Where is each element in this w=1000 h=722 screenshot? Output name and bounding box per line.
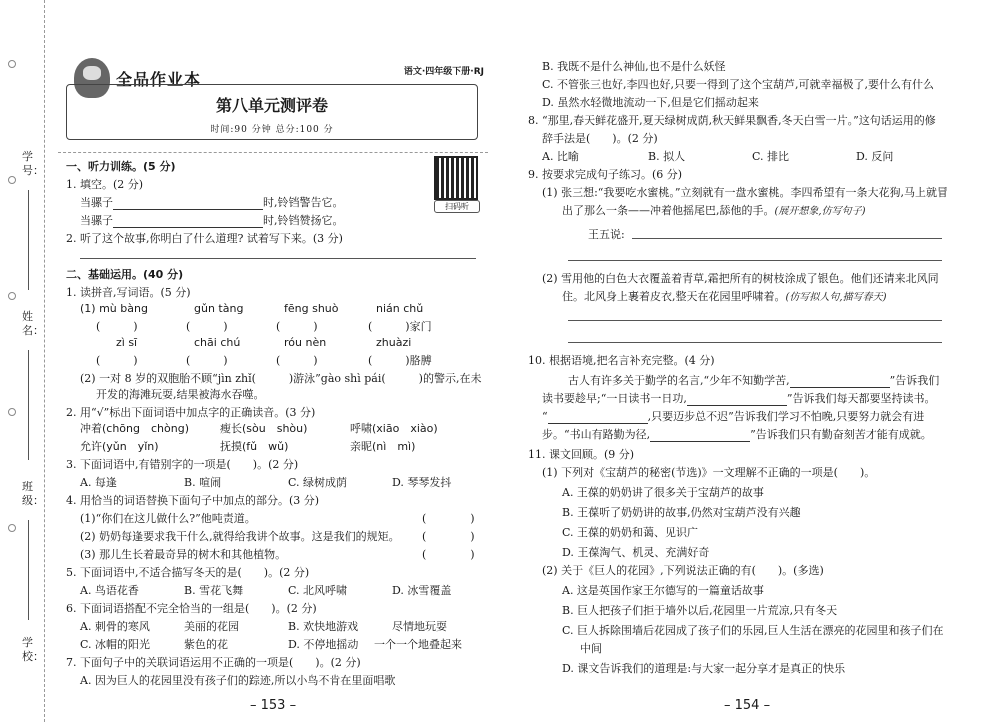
word-box[interactable]: ( ) xyxy=(276,320,318,333)
answer-line[interactable] xyxy=(568,260,942,261)
question-8: 6. 下面词语搭配不完全恰当的一组是( )。(2 分) xyxy=(66,602,317,615)
word-box[interactable]: ( ) xyxy=(276,354,318,367)
reading-option[interactable]: 呼啸(xiāo xiào) xyxy=(350,422,438,435)
name-line[interactable] xyxy=(28,350,29,460)
q10-line3 xyxy=(542,408,924,424)
word-box[interactable]: ( ) xyxy=(96,354,138,367)
q9-part2-text: 住。北风身上裹着皮衣,整天在花园里呼啸着。 xyxy=(562,290,786,303)
pinyin-1c: fēng shuò xyxy=(284,302,339,315)
word-box[interactable]: ( ) xyxy=(96,320,138,333)
pinyin-2d: zhuàzi xyxy=(376,336,412,349)
q6-sentence-2: (2) 奶奶每逢要求我干什么,就得给我讲个故事。这是我们的规矩。 xyxy=(80,530,400,543)
q9-part2-line1: (2) 雪用他的白色大衣覆盖着青草,霜把所有的树枝涂成了银色。他们还请来北风同 xyxy=(542,272,939,285)
choice-b-pair: 尽情地玩耍 xyxy=(392,620,447,633)
q10-text: ,只要迈步总不迟”告诉我们学习不怕晚,只要努力就会有进 xyxy=(647,410,925,423)
choice-d[interactable]: D. 虽然水轻微地流动一下,但是它们摇动起来 xyxy=(542,96,759,109)
hole-icon xyxy=(8,292,16,300)
question-8-line1: 8. “那里,春天鲜花盛开,夏天绿树成荫,秋天鲜果飘香,冬天白雪一片。”这句话运用的修 xyxy=(528,114,936,127)
q1-line-b xyxy=(80,212,344,228)
pinyin-2a: zì sī xyxy=(116,336,138,349)
page-number: – 154 – xyxy=(724,698,771,713)
qr-code-icon[interactable] xyxy=(434,156,478,200)
choice-a[interactable]: A. 因为巨人的花园里没有孩子们的踪迹,所以小鸟不肯在里面唱歌 xyxy=(80,674,396,687)
question-9: 7. 下面句子中的关联词语运用不正确的一项是( )。(2 分) xyxy=(66,656,361,669)
q9-prompt: 王五说: xyxy=(588,228,625,241)
q1a-text-end: 时,铃铛警告它。 xyxy=(263,196,344,209)
q10-text: 古人有许多关于勤学的名言,“少年不知勤学苦, xyxy=(568,374,790,387)
q10-line1 xyxy=(568,372,939,388)
choice-d[interactable]: D. 琴琴发抖 xyxy=(392,476,452,489)
q3-part2: (2) 一对 8 岁的双胞胎不顾“jìn zhǐ( )游泳”gào shì pái( )的警示,在未 xyxy=(80,372,482,385)
page-title: 第八单元测评卷 xyxy=(215,96,328,115)
qr-label: 扫码听 xyxy=(434,200,480,213)
choice-b[interactable]: B. 巨人把孩子们拒于墙外以后,花园里一片荒凉,只有冬天 xyxy=(562,604,838,617)
book-meta: 语文·四年级下册·RJ xyxy=(403,67,484,77)
answer-blank[interactable] xyxy=(113,214,263,228)
choice-b[interactable]: B. 雪花飞舞 xyxy=(184,584,244,597)
choice-a[interactable]: A. 每逢 xyxy=(80,476,117,489)
hole-icon xyxy=(8,408,16,416)
brand-name: 全品作业本 xyxy=(116,69,202,89)
choice-a[interactable]: A. 鸟语花香 xyxy=(80,584,139,597)
binding-holes xyxy=(8,60,16,640)
page-154 xyxy=(528,0,978,722)
q11-part1: (1) 下列对《宝葫芦的秘密(节选)》一文理解不正确的一项是( )。 xyxy=(542,466,876,479)
choice-d[interactable]: D. 反问 xyxy=(856,150,894,163)
q9-part2-line2 xyxy=(562,288,886,304)
choice-c[interactable]: C. 绿树成荫 xyxy=(288,476,348,489)
section-2-title: 二、基础运用。(40 分) xyxy=(66,268,184,281)
q1a-text: 当骡子 xyxy=(80,196,113,209)
answer-line[interactable] xyxy=(80,258,476,259)
choice-a[interactable]: A. 这是英国作家王尔德写的一篇童话故事 xyxy=(562,584,764,597)
choice-c[interactable]: C. 王葆的奶奶和蔼、见识广 xyxy=(562,526,699,539)
choice-b[interactable]: B. 拟人 xyxy=(648,150,686,163)
choice-d[interactable]: D. 王葆淘气、机灵、充满好奇 xyxy=(562,546,710,559)
q1-line-a xyxy=(80,194,344,210)
choice-d[interactable]: D. 冰雪覆盖 xyxy=(392,584,452,597)
student-id-line[interactable] xyxy=(28,190,29,290)
pinyin-1b: gǔn tàng xyxy=(194,302,244,315)
q9-part1-text: 出了那么一条——冲着他摇尾巴,舔他的手。 xyxy=(562,204,775,217)
question-9: 9. 按要求完成句子练习。(6 分) xyxy=(528,168,683,181)
reading-option[interactable]: 冲着(chōng chòng) xyxy=(80,422,189,435)
question-4: 2. 用“√”标出下面词语中加点字的正确读音。(3 分) xyxy=(66,406,316,419)
answer-blank[interactable] xyxy=(113,196,263,210)
pinyin-1a: (1) mù bàng xyxy=(80,302,148,315)
question-2: 2. 听了这个故事,你明白了什么道理? 试着写下来。(3 分) xyxy=(66,232,343,245)
question-10: 10. 根据语境,把名言补充完整。(4 分) xyxy=(528,354,715,367)
q10-text: 步。“书山有路勤为径, xyxy=(542,428,651,441)
q10-text: ”告诉我们每天都要坚持读书。 xyxy=(786,392,936,405)
q10-text: ”告诉我们只有勤奋刻苦才能有成就。 xyxy=(750,428,932,441)
answer-blank[interactable] xyxy=(650,428,750,442)
answer-box[interactable]: ( ) xyxy=(422,530,475,543)
answer-line[interactable] xyxy=(568,320,942,321)
hole-icon xyxy=(8,524,16,532)
choice-c[interactable]: C. 北风呼啸 xyxy=(288,584,348,597)
q9-part2-hint: (仿写拟人句,描写春天) xyxy=(785,292,887,303)
q10-text: “ xyxy=(542,410,548,423)
choice-a[interactable]: A. 比喻 xyxy=(542,150,579,163)
answer-blank[interactable] xyxy=(790,374,890,388)
q10-line2 xyxy=(542,390,935,406)
question-7: 5. 下面词语中,不适合描写冬天的是( )。(2 分) xyxy=(66,566,310,579)
q6-sentence-1: (1)“你们在这儿做什么?”他吨责道。 xyxy=(80,512,256,525)
q1b-text: 当骡子 xyxy=(80,214,113,227)
answer-box[interactable]: ( ) xyxy=(422,548,475,561)
choice-a-pair: 美丽的花园 xyxy=(184,620,239,633)
q1b-text-end: 时,铃铛赞扬它。 xyxy=(263,214,344,227)
binding-strip xyxy=(0,0,45,722)
class-label: 班级： xyxy=(22,480,44,508)
choice-b[interactable]: B. 欢快地游戏 xyxy=(288,620,359,633)
answer-blank[interactable] xyxy=(548,410,648,424)
word-box[interactable]: ( )家门 xyxy=(368,320,432,333)
q9-part1-line1: (1) 张三想:“我要吃水蜜桃。”立刻就有一盘水蜜桃。李四希望有一条大花狗,马上就冒 xyxy=(542,186,949,199)
choice-c[interactable]: C. 排比 xyxy=(752,150,790,163)
choice-c[interactable]: C. 冰帽的阳光 xyxy=(80,638,151,651)
word-box[interactable]: ( ) xyxy=(186,354,228,367)
choice-a[interactable]: A. 刺骨的寒风 xyxy=(80,620,150,633)
choice-c[interactable]: C. 巨人拆除围墙后花园成了孩子们的乐园,巨人生活在漂亮的花园里和孩子们在 xyxy=(562,624,944,637)
q9-part1-line2 xyxy=(562,202,865,218)
q10-line4 xyxy=(542,426,932,442)
choice-c-cont: 中间 xyxy=(580,642,602,655)
answer-box[interactable]: ( ) xyxy=(422,512,475,525)
choice-a[interactable]: A. 王葆的奶奶讲了很多关于宝葫芦的故事 xyxy=(562,486,764,499)
choice-c-pair: 紫色的花 xyxy=(184,638,228,651)
question-5: 3. 下面词语中,有错别字的一项是( )。(2 分) xyxy=(66,458,299,471)
q9-part1-hint: (展开想象,仿写句子) xyxy=(774,206,866,217)
question-8-line2: 辞手法是( )。(2 分) xyxy=(542,132,658,145)
pinyin-2c: róu nèn xyxy=(284,336,327,349)
reading-option[interactable]: 亲昵(nì mì) xyxy=(350,440,416,453)
class-line[interactable] xyxy=(28,520,29,620)
title-box xyxy=(66,84,478,140)
reading-option[interactable]: 瘦长(sòu shòu) xyxy=(220,422,308,435)
exam-info: 时间:90 分钟 总分:100 分 xyxy=(210,125,334,135)
reading-option[interactable]: 抚摸(fǔ wǔ) xyxy=(220,440,289,453)
section-1-title: 一、听力训练。(5 分) xyxy=(66,160,176,173)
name-label: 姓名： xyxy=(22,310,44,338)
word-box[interactable]: ( ) xyxy=(186,320,228,333)
pinyin-1d: nián chǔ xyxy=(376,302,424,315)
school-label: 学校： xyxy=(22,636,44,664)
q6-sentence-3: (3) 那儿生长着最奇异的树木和其他植物。 xyxy=(80,548,287,561)
page-number: – 153 – xyxy=(250,698,297,713)
choice-b[interactable]: B. 我既不是什么神仙,也不是什么妖怪 xyxy=(542,60,726,73)
divider xyxy=(58,152,488,153)
choice-b[interactable]: B. 喧闹 xyxy=(184,476,222,489)
question-1: 1. 填空。(2 分) xyxy=(66,178,144,191)
pinyin-2b: chāi chú xyxy=(194,336,241,349)
answer-line[interactable] xyxy=(632,238,942,239)
answer-blank[interactable] xyxy=(687,392,787,406)
choice-c[interactable]: C. 不管张三也好,李四也好,只要一得到了这个宝葫芦,可就幸福极了,要什么有什么 xyxy=(542,78,935,91)
q11-part2: (2) 关于《巨人的花园》,下列说法正确的有( )。(多选) xyxy=(542,564,824,577)
page-153 xyxy=(58,0,488,722)
question-3: 1. 读拼音,写词语。(5 分) xyxy=(66,286,191,299)
q3-part2-cont: 开发的海滩玩耍,结果被海水吞噬。 xyxy=(96,388,265,401)
answer-line[interactable] xyxy=(568,342,942,343)
q10-text: 读书要趁早;“一日读书一日功, xyxy=(542,392,687,405)
choice-b[interactable]: B. 王葆听了奶奶讲的故事,仍然对宝葫芦没有兴趣 xyxy=(562,506,801,519)
choice-d-pair: 一个一个地叠起来 xyxy=(374,638,462,651)
q10-text: ”告诉我们 xyxy=(889,374,940,387)
student-id-label: 学号： xyxy=(22,150,44,178)
question-11: 11. 课文回顾。(9 分) xyxy=(528,448,635,461)
hole-icon xyxy=(8,60,16,68)
choice-d[interactable]: D. 不停地摇动 xyxy=(288,638,359,651)
word-box[interactable]: ( )胳膊 xyxy=(368,354,432,367)
hole-icon xyxy=(8,176,16,184)
choice-d[interactable]: D. 课文告诉我们的道理是:与大家一起分享才是真正的快乐 xyxy=(562,662,846,675)
reading-option[interactable]: 允许(yǔn yǐn) xyxy=(80,440,159,453)
question-6: 4. 用恰当的词语替换下面句子中加点的部分。(3 分) xyxy=(66,494,320,507)
